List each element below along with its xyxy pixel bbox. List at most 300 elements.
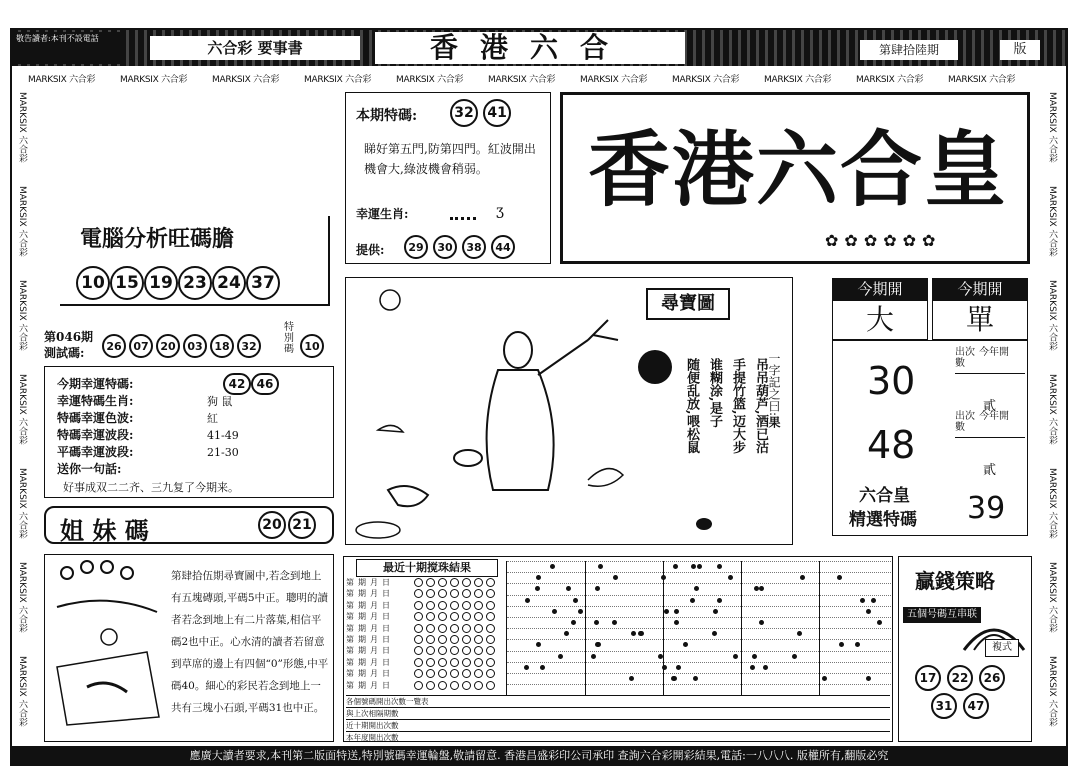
results-ball-slot — [438, 589, 447, 598]
provide-ball: 29 — [404, 235, 428, 259]
result-dot — [552, 609, 557, 614]
brand-box — [560, 92, 1030, 264]
result-dot — [759, 620, 764, 625]
results-ball-slot — [438, 635, 447, 644]
result-dot — [525, 598, 530, 603]
watermark-text: MARKSIX 六合彩 — [672, 75, 740, 85]
results-row-label: 第期月日 — [346, 612, 394, 622]
results-ball-slot — [486, 624, 495, 633]
result-dot — [837, 575, 842, 580]
results-ball-slot — [450, 681, 459, 690]
version-box — [1000, 40, 1040, 60]
special-code-box — [345, 92, 551, 264]
watermark-text: MARKSIX 六合彩 — [1047, 656, 1057, 727]
results-ball-slot — [462, 669, 471, 678]
results-ball-slot — [414, 658, 423, 667]
results-row — [346, 680, 506, 691]
computer-title: 電腦分析旺碼膽 — [80, 226, 235, 252]
result-dot — [759, 586, 764, 591]
watermark-text: MARKSIX 六合彩 — [28, 75, 96, 85]
story-illustration — [47, 557, 165, 737]
watermark-text: MARKSIX 六合彩 — [120, 75, 188, 85]
results-row — [346, 645, 506, 656]
results-ball-slot — [414, 635, 423, 644]
lucky-ball: 42 — [223, 373, 251, 395]
results-row-label: 第期月日 — [346, 646, 394, 656]
results-footer-row: 近十期開出次數 — [346, 719, 890, 731]
poem-title — [766, 352, 783, 428]
result-dot — [664, 609, 669, 614]
open-brand-2: 精選特碼 — [849, 510, 917, 530]
results-ball-slot — [438, 646, 447, 655]
notice-box — [14, 32, 126, 64]
footer-text: 應廣大讀者要求,本刊第二版面特送,特別號碼幸運輪盤,敬請留意. 香港昌盛彩印公司承印 查詢六合彩開彩結果,電話:一八八八. 版權所有,翻版必究 — [189, 749, 889, 762]
watermark-text: MARKSIX 六合彩 — [17, 92, 27, 163]
result-dot — [662, 665, 667, 670]
result-dot — [691, 564, 696, 569]
grid-line — [507, 583, 891, 584]
header-title-text: 香港六合 — [429, 31, 630, 64]
results-ball-slot — [474, 624, 483, 633]
results-ball-slot — [426, 624, 435, 633]
watermark-text: MARKSIX 六合彩 — [1047, 186, 1057, 257]
story-text: 第肆拾伍期尋寶圖中,若念到地上有五塊磚頭,平碼5中正。聰明的讀者若念到地上有二片落葉,相信平碼2也中正。心水清的讀者若留意到草席的邊上有四個“0”形態,中平碼40。細心的彩民若念到地上一共有三塊小石頭,平碼31也中正。 — [171, 570, 329, 714]
result-dot — [591, 654, 596, 659]
results-ball-slot — [462, 612, 471, 621]
results-grid — [506, 561, 891, 695]
snake-icon: ʒ — [496, 203, 504, 219]
results-ball-slot — [462, 681, 471, 690]
result-dot — [674, 620, 679, 625]
results-row-label: 第期月日 — [346, 657, 394, 667]
open-panel — [832, 340, 1028, 536]
result-dot — [855, 642, 860, 647]
open-brand-1: 六合皇 — [859, 486, 910, 506]
issue-text: 第肆拾陸期 — [878, 43, 939, 57]
version-text: 版 — [1013, 42, 1027, 57]
result-dot — [871, 598, 876, 603]
result-dot — [550, 564, 555, 569]
results-ball-slot — [426, 601, 435, 610]
special-text: 睇好第五門,防第四門。紅波開出機會大,綠波機會稍弱。 — [364, 142, 536, 176]
open-big-box — [832, 300, 928, 340]
strategy-ball: 17 — [915, 665, 941, 691]
lucky-row-label: 今期幸運特碼: — [57, 377, 134, 391]
brand-title: 香港六合皇 — [587, 122, 1008, 218]
grid-divider — [741, 561, 742, 695]
result-dot — [571, 620, 576, 625]
grid-line — [507, 651, 891, 652]
watermark-right-column — [1044, 92, 1060, 742]
result-dot — [713, 609, 718, 614]
grid-line — [507, 572, 891, 573]
strategy-title: 贏錢策略 — [915, 569, 995, 593]
poem-column: 手提竹篮,迈大步 — [730, 358, 745, 454]
provide-label: 提供: — [356, 243, 385, 257]
open-single-box — [932, 300, 1028, 340]
test-label: 測試碼: — [44, 346, 85, 360]
results-ball-slot — [438, 681, 447, 690]
result-dot — [595, 586, 600, 591]
open-single: 單 — [965, 303, 994, 336]
lucky-row-label: 特碼幸運色波: — [57, 411, 134, 425]
watermark-text: MARKSIX 六合彩 — [580, 75, 648, 85]
grid-line — [507, 606, 891, 607]
lucky-row — [57, 426, 239, 443]
result-dot — [524, 665, 529, 670]
results-ball-slot — [474, 612, 483, 621]
test-ball: 26 — [102, 334, 126, 358]
poem-last-char: 果 — [767, 416, 781, 429]
results-ball-slot — [462, 578, 471, 587]
results-ball-slot — [426, 658, 435, 667]
results-ball-slot — [450, 589, 459, 598]
result-dot — [690, 598, 695, 603]
results-ball-slot — [414, 681, 423, 690]
results-ball-slot — [486, 681, 495, 690]
results-box — [343, 556, 893, 742]
results-ball-slot — [450, 601, 459, 610]
results-ball-slot — [462, 589, 471, 598]
result-dot — [752, 654, 757, 659]
results-ball-slot — [486, 658, 495, 667]
result-dot — [536, 642, 541, 647]
lucky-rows — [57, 375, 239, 477]
results-row-label: 第期月日 — [346, 669, 394, 679]
result-dot — [822, 676, 827, 681]
strategy-ball: 31 — [931, 693, 957, 719]
header-caption-text: 六合彩 要事書 — [207, 39, 303, 57]
results-row — [346, 577, 506, 588]
open-label2 — [955, 411, 1025, 438]
lucky-row-label: 特碼幸運波段: — [57, 428, 134, 442]
result-dot — [535, 586, 540, 591]
strategy-box — [898, 556, 1032, 742]
grid-line — [507, 673, 891, 674]
strategy-ball: 22 — [947, 665, 973, 691]
watermark-text: MARKSIX 六合彩 — [396, 75, 464, 85]
watermark-text: MARKSIX 六合彩 — [856, 75, 924, 85]
poem-columns — [682, 358, 770, 488]
computer-ball: 23 — [178, 266, 212, 300]
result-dot — [598, 564, 603, 569]
result-dot — [658, 654, 663, 659]
open-label2b-text: 今年開 — [979, 411, 1009, 422]
treasure-illustration — [348, 280, 632, 544]
result-dot — [712, 631, 717, 636]
dog-icon — [450, 205, 476, 220]
result-dot — [566, 586, 571, 591]
results-row — [346, 611, 506, 622]
results-ball-slot — [486, 601, 495, 610]
open-label1b-text: 今年開 — [979, 347, 1009, 358]
test-special-ball: 10 — [300, 334, 324, 358]
poem-column: 吊吊葫芦,酒已沽 — [753, 358, 768, 454]
sisters-label: 姐 妹 碼 — [60, 516, 149, 545]
test-ball: 03 — [183, 334, 207, 358]
results-row-label: 第期月日 — [346, 589, 394, 599]
results-row — [346, 600, 506, 611]
watermark-text: MARKSIX 六合彩 — [1047, 280, 1057, 351]
result-dot — [676, 665, 681, 670]
results-ball-slot — [450, 624, 459, 633]
lucky-row — [57, 460, 239, 477]
strategy-balls-top — [915, 665, 1005, 691]
grid-line — [507, 684, 891, 685]
test-ball: 07 — [129, 334, 153, 358]
results-ball-slot — [450, 669, 459, 678]
moon-dot — [638, 350, 672, 384]
result-dot — [728, 575, 733, 580]
lucky-row — [57, 392, 239, 409]
result-dot — [540, 665, 545, 670]
results-ball-slot — [450, 578, 459, 587]
watermark-text: MARKSIX 六合彩 — [17, 562, 27, 633]
results-ball-slot — [486, 669, 495, 678]
open-val2: 貳 — [983, 463, 997, 478]
watermark-text: MARKSIX 六合彩 — [1047, 92, 1057, 163]
results-ball-slot — [462, 658, 471, 667]
open-label2-text: 出次數 — [955, 411, 975, 433]
strategy-subtitle: 五個号碼互串联 — [903, 607, 981, 623]
results-ball-slot — [426, 578, 435, 587]
sisters-ball: 21 — [288, 511, 316, 539]
results-row-label: 第期月日 — [346, 600, 394, 610]
results-ball-slot — [438, 624, 447, 633]
open-label1-text: 出次數 — [955, 347, 975, 369]
result-dot — [694, 586, 699, 591]
results-ball-slot — [486, 589, 495, 598]
results-row — [346, 588, 506, 599]
lucky-balls — [223, 373, 279, 395]
lucky-zodiac-label: 幸運生肖: — [356, 207, 409, 221]
result-dot — [763, 665, 768, 670]
results-footer-row: 各個號碼開出次數一覽表 — [346, 695, 890, 707]
results-rows — [346, 577, 506, 691]
results-title: 最近十期搅珠結果 — [356, 559, 498, 577]
results-ball-slot — [486, 646, 495, 655]
results-ball-slot — [426, 681, 435, 690]
result-dot — [717, 564, 722, 569]
results-ball-slot — [474, 669, 483, 678]
lucky-row-label: 送你一句話: — [57, 462, 122, 476]
results-ball-slot — [450, 646, 459, 655]
results-row — [346, 623, 506, 634]
computer-ball: 10 — [76, 266, 110, 300]
results-ball-slot — [426, 646, 435, 655]
computer-ball: 15 — [110, 266, 144, 300]
results-ball-slot — [462, 646, 471, 655]
open-pick: 39 — [967, 491, 1006, 526]
results-ball-slot — [474, 589, 483, 598]
results-ball-slot — [450, 635, 459, 644]
watermark-text: MARKSIX 六合彩 — [212, 75, 280, 85]
test-special-label: 特別碼 — [284, 322, 294, 355]
lucky-row-value: 狗 鼠 — [207, 395, 233, 408]
grid-line — [507, 561, 891, 562]
lucky-ball: 46 — [251, 373, 279, 395]
flower-decoration: ✿✿✿✿✿✿ — [825, 231, 942, 250]
result-dot — [558, 654, 563, 659]
watermark-text: MARKSIX 六合彩 — [948, 75, 1016, 85]
result-dot — [750, 665, 755, 670]
open-head-right: 今期開 — [932, 278, 1028, 300]
grid-divider — [585, 561, 586, 695]
results-ball-slot — [414, 589, 423, 598]
notice-text: 敬告讀者:本刊不設電話 — [16, 34, 99, 43]
test-ball: 20 — [156, 334, 180, 358]
grid-line — [507, 617, 891, 618]
poem-title-text: 一字記之曰: — [767, 352, 781, 417]
open-n1: 30 — [867, 359, 916, 403]
results-ball-slot — [414, 612, 423, 621]
watermark-text: MARKSIX 六合彩 — [17, 468, 27, 539]
watermark-text: MARKSIX 六合彩 — [304, 75, 372, 85]
sisters-box — [44, 506, 334, 544]
results-row-label: 第期月日 — [346, 623, 394, 633]
small-dot — [696, 518, 712, 530]
result-dot — [797, 631, 802, 636]
header-caption — [150, 36, 360, 60]
results-ball-slot — [438, 601, 447, 610]
result-dot — [629, 676, 634, 681]
grid-line — [507, 595, 891, 596]
special-balls — [450, 99, 511, 127]
watermark-text: MARKSIX 六合彩 — [488, 75, 556, 85]
computer-box — [60, 216, 330, 306]
results-row-label: 第期月日 — [346, 680, 394, 690]
watermark-text: MARKSIX 六合彩 — [17, 656, 27, 727]
results-ball-slot — [474, 635, 483, 644]
open-label1 — [955, 347, 1025, 374]
result-dot — [631, 631, 636, 636]
watermark-text: MARKSIX 六合彩 — [764, 75, 832, 85]
lucky-row-value: 紅 — [207, 412, 218, 425]
lucky-row-label: 幸運特碼生肖: — [57, 394, 134, 408]
strategy-badge: 複式 — [985, 639, 1019, 657]
treasure-title: 尋寶圖 — [646, 288, 730, 320]
special-label: 本期特碼: — [356, 108, 418, 124]
result-dot — [697, 564, 702, 569]
results-ball-slot — [474, 646, 483, 655]
result-dot — [673, 564, 678, 569]
results-ball-slot — [414, 578, 423, 587]
result-dot — [672, 676, 677, 681]
watermark-text: MARKSIX 六合彩 — [1047, 374, 1057, 445]
story-box — [44, 554, 334, 742]
results-ball-slot — [462, 624, 471, 633]
strategy-ball: 26 — [979, 665, 1005, 691]
result-dot — [683, 642, 688, 647]
results-ball-slot — [462, 601, 471, 610]
computer-balls — [76, 266, 280, 300]
header-title — [375, 32, 685, 64]
strategy-ball: 47 — [963, 693, 989, 719]
result-dot — [800, 575, 805, 580]
results-ball-slot — [438, 578, 447, 587]
results-ball-slot — [438, 669, 447, 678]
results-ball-slot — [450, 658, 459, 667]
result-dot — [674, 609, 679, 614]
results-ball-slot — [426, 612, 435, 621]
lucky-row — [57, 443, 239, 460]
result-dot — [877, 620, 882, 625]
results-ball-slot — [426, 669, 435, 678]
special-ball: 32 — [450, 99, 478, 127]
result-dot — [866, 676, 871, 681]
treasure-box — [345, 277, 793, 545]
results-ball-slot — [450, 612, 459, 621]
poem-column: 谁糊涂,是子 — [707, 358, 722, 428]
provide-ball: 44 — [491, 235, 515, 259]
test-issue: 第046期 — [44, 330, 94, 344]
special-ball: 41 — [483, 99, 511, 127]
test-balls — [102, 334, 261, 358]
lucky-box — [44, 366, 334, 498]
result-dot — [693, 676, 698, 681]
computer-ball: 24 — [212, 266, 246, 300]
results-footer — [346, 695, 890, 743]
lucky-row-value: 21-30 — [207, 446, 239, 459]
results-row-label: 第期月日 — [346, 634, 394, 644]
results-ball-slot — [438, 658, 447, 667]
test-ball: 18 — [210, 334, 234, 358]
results-ball-slot — [474, 658, 483, 667]
results-footer-row: 與上次相隔期數 — [346, 707, 890, 719]
grid-divider — [663, 561, 664, 695]
result-dot — [839, 642, 844, 647]
results-ball-slot — [474, 681, 483, 690]
result-dot — [578, 609, 583, 614]
open-big: 大 — [865, 303, 894, 336]
grid-line — [507, 628, 891, 629]
poem-column: 随便乱放,喂松鼠 — [684, 358, 699, 454]
results-ball-slot — [486, 612, 495, 621]
lucky-row-label: 平碼幸運波段: — [57, 445, 134, 459]
result-dot — [612, 620, 617, 625]
watermark-text: MARKSIX 六合彩 — [17, 186, 27, 257]
sisters-ball: 20 — [258, 511, 286, 539]
results-ball-slot — [414, 646, 423, 655]
result-dot — [536, 575, 541, 580]
watermark-text: MARKSIX 六合彩 — [17, 374, 27, 445]
result-dot — [733, 654, 738, 659]
result-dot — [594, 620, 599, 625]
result-dot — [661, 575, 666, 580]
watermark-text: MARKSIX 六合彩 — [1047, 468, 1057, 539]
watermark-text: MARKSIX 六合彩 — [17, 280, 27, 351]
open-n2: 48 — [867, 423, 916, 467]
results-row — [346, 657, 506, 668]
results-row-label: 第期月日 — [346, 578, 394, 587]
open-head-left: 今期開 — [832, 278, 928, 300]
results-row — [346, 634, 506, 645]
results-ball-slot — [486, 578, 495, 587]
result-dot — [573, 598, 578, 603]
strategy-balls-bottom — [931, 693, 989, 719]
footer-bar — [10, 746, 1068, 766]
watermark-text: MARKSIX 六合彩 — [1047, 562, 1057, 633]
issue-box — [860, 40, 958, 60]
sisters-balls — [258, 511, 316, 539]
provide-ball: 30 — [433, 235, 457, 259]
results-ball-slot — [462, 635, 471, 644]
results-ball-slot — [438, 612, 447, 621]
lucky-row-value: 41-49 — [207, 429, 239, 442]
result-dot — [860, 598, 865, 603]
provide-ball: 38 — [462, 235, 486, 259]
watermark-row — [28, 72, 1028, 86]
